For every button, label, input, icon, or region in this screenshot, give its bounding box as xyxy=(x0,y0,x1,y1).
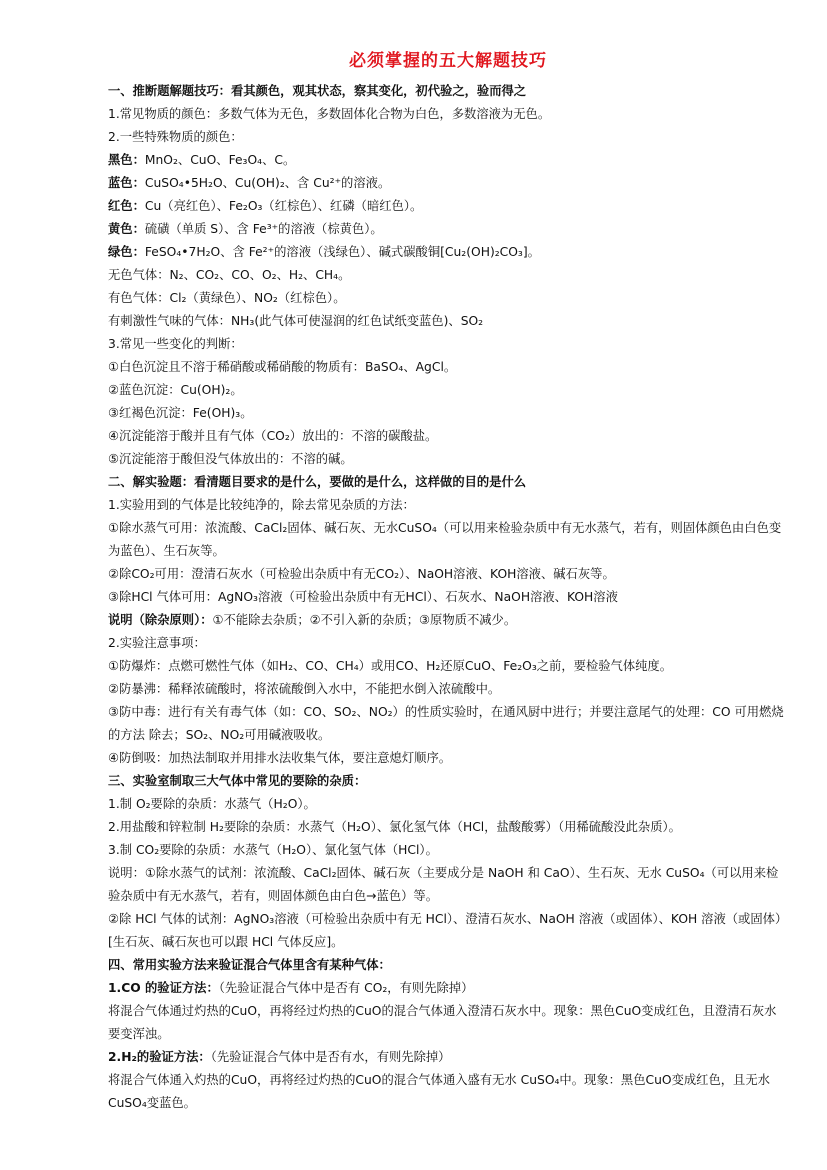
paragraph: 将混合气体通入灼热的CuO，再将经过灼热的CuO的混合气体通入盛有无水 CuSO₄中。现象：黑色CuO变成红色，且无水 CuSO₄变蓝色。 xyxy=(108,1073,770,1110)
label-green: 绿色： xyxy=(108,245,145,259)
paragraph: 1.常见物质的颜色：多数气体为无色，多数固体化合物为白色，多数溶液为无色。 xyxy=(108,107,551,121)
list-item: 说明：①除水蒸气的试剂：浓流酸、CaCl₂固体、碱石灰（主要成分是 NaOH 和 CaO）、生石灰、无水 CuSO₄（可以用来检验杂质中有无水蒸气，若有，则固体颜色由白色→蓝色）等。 xyxy=(108,866,779,903)
document-page xyxy=(108,48,788,1115)
color-yellow-line xyxy=(108,218,788,241)
list-item: 2.用盐酸和锌粒制 H₂要除的杂质：水蒸气（H₂O）、氯化氢气体（HCl，盐酸酸雾）（用稀硫酸没此杂质）。 xyxy=(108,820,681,834)
note-text: ①不能除去杂质；②不引入新的杂质；③原物质不减少。 xyxy=(212,613,517,627)
co-method-label: 1.CO 的验证方法： xyxy=(108,981,219,995)
list-item: ②除CO₂可用：澄清石灰水（可检验出杂质中有无CO₂）、NaOH溶液、KOH溶液、碱石灰等。 xyxy=(108,567,615,581)
h2-method-label: 2.H₂的验证方法： xyxy=(108,1050,211,1064)
color-green-line xyxy=(108,241,788,264)
list-item: ①白色沉淀且不溶于稀硝酸或稀硝酸的物质有：BaSO₄、AgCl。 xyxy=(108,360,457,374)
color-blue-line xyxy=(108,172,788,195)
list-item: ①除水蒸气可用：浓流酸、CaCl₂固体、碱石灰、无水CuSO₄（可以用来检验杂质中有无水蒸气，若有，则固体颜色由白色变为蓝色）、生石灰等。 xyxy=(108,521,782,558)
label-red: 红色： xyxy=(108,199,145,213)
paragraph: 2.一些特殊物质的颜色： xyxy=(108,130,243,144)
list-item: ②除 HCl 气体的试剂：AgNO₃溶液（可检验出杂质中有无 HCl）、澄清石灰水、NaOH 溶液（或固体）、KOH 溶液（或固体）[生石灰、碱石灰也可以跟 HCl 气体反应]。 xyxy=(108,912,788,949)
list-item: ③防中毒：进行有关有毒气体（如：CO、SO₂、NO₂）的性质实验时，在通风厨中进行；并要注意尾气的处理：CO 可用燃烧的方法 除去；SO₂、NO₂可用碱液吸收。 xyxy=(108,705,784,742)
paragraph: 无色气体：N₂、CO₂、CO、O₂、H₂、CH₄。 xyxy=(108,268,351,282)
list-item: ③除HCl 气体可用：AgNO₃溶液（可检验出杂质中有无HCl）、石灰水、NaOH溶液、KOH溶液 xyxy=(108,590,618,604)
list-item: ③红褐色沉淀：Fe(OH)₃。 xyxy=(108,406,253,420)
page-title: 必须掌握的五大解题技巧 xyxy=(349,51,547,71)
list-item: ②防暴沸：稀释浓硫酸时，将浓硫酸倒入水中，不能把水倒入浓硫酸中。 xyxy=(108,682,501,696)
list-item: ④沉淀能溶于酸并且有气体（CO₂）放出的：不溶的碳酸盐。 xyxy=(108,429,438,443)
list-item: 1.制 O₂要除的杂质：水蒸气（H₂O）。 xyxy=(108,797,316,811)
list-item: ⑤沉淀能溶于酸但没气体放出的：不溶的碱。 xyxy=(108,452,353,466)
paragraph: 3.常见一些变化的判断： xyxy=(108,337,243,351)
paragraph: 1.实验用到的气体是比较纯净的，除去常见杂质的方法： xyxy=(108,498,415,512)
co-method-line xyxy=(108,977,788,1000)
label-black: 黑色： xyxy=(108,153,145,167)
list-item: ④防倒吸：加热法制取并用排水法收集气体，要注意熄灯顺序。 xyxy=(108,751,452,765)
section-2-heading: 二、解实验题：看清题目要求的是什么，要做的是什么，这样做的目的是什么 xyxy=(108,475,527,489)
h2-method-line xyxy=(108,1046,788,1069)
color-black-line xyxy=(108,149,788,172)
list-item: ②蓝色沉淀：Cu(OH)₂。 xyxy=(108,383,243,397)
paragraph: 将混合气体通过灼热的CuO，再将经过灼热的CuO的混合气体通入澄清石灰水中。现象：黑色CuO变成红色，且澄清石灰水要变浑浊。 xyxy=(108,1004,777,1041)
color-yellow-text: 硫磺（单质 S）、含 Fe³⁺的溶液（棕黄色）。 xyxy=(144,222,383,236)
color-black-text: MnO₂、CuO、Fe₃O₄、C。 xyxy=(144,153,296,167)
co-method-hint: （先验证混合气体中是否有 CO₂，有则先除掉） xyxy=(218,981,474,995)
note-line xyxy=(108,609,788,632)
note-label: 说明（除杂原则）： xyxy=(108,613,213,627)
paragraph: 有色气体：Cl₂（黄绿色）、NO₂（红棕色）。 xyxy=(108,291,346,305)
h2-method-hint: （先验证混合气体中是否有水，有则先除掉） xyxy=(210,1050,451,1064)
section-1-heading: 一、推断题解题技巧：看其颜色，观其状态，察其变化，初代验之，验而得之 xyxy=(108,84,527,98)
color-red-line xyxy=(108,195,788,218)
section-3-heading: 三、实验室制取三大气体中常见的要除的杂质： xyxy=(108,774,367,788)
section-4-heading: 四、常用实验方法来验证混合气体里含有某种气体： xyxy=(108,958,391,972)
color-red-text: Cu（亮红色）、Fe₂O₃（红棕色）、红磷（暗红色）。 xyxy=(144,199,423,213)
list-item: 3.制 CO₂要除的杂质：水蒸气（H₂O）、氯化氢气体（HCl）。 xyxy=(108,843,438,857)
label-blue: 蓝色： xyxy=(108,176,145,190)
paragraph: 有刺激性气味的气体：NH₃(此气体可使湿润的红色试纸变蓝色)、SO₂ xyxy=(108,314,484,328)
list-item: ①防爆炸：点燃可燃性气体（如H₂、CO、CH₄）或用CO、H₂还原CuO、Fe₂O₃之前，要检验气体纯度。 xyxy=(108,659,673,673)
label-yellow: 黄色： xyxy=(108,222,145,236)
paragraph: 2.实验注意事项： xyxy=(108,636,206,650)
color-blue-text: CuSO₄•5H₂O、Cu(OH)₂、含 Cu²⁺的溶液。 xyxy=(144,176,391,190)
color-green-text: FeSO₄•7H₂O、含 Fe²⁺的溶液（浅绿色）、碱式碳酸铜[Cu₂(OH)₂CO₃]。 xyxy=(144,245,540,259)
